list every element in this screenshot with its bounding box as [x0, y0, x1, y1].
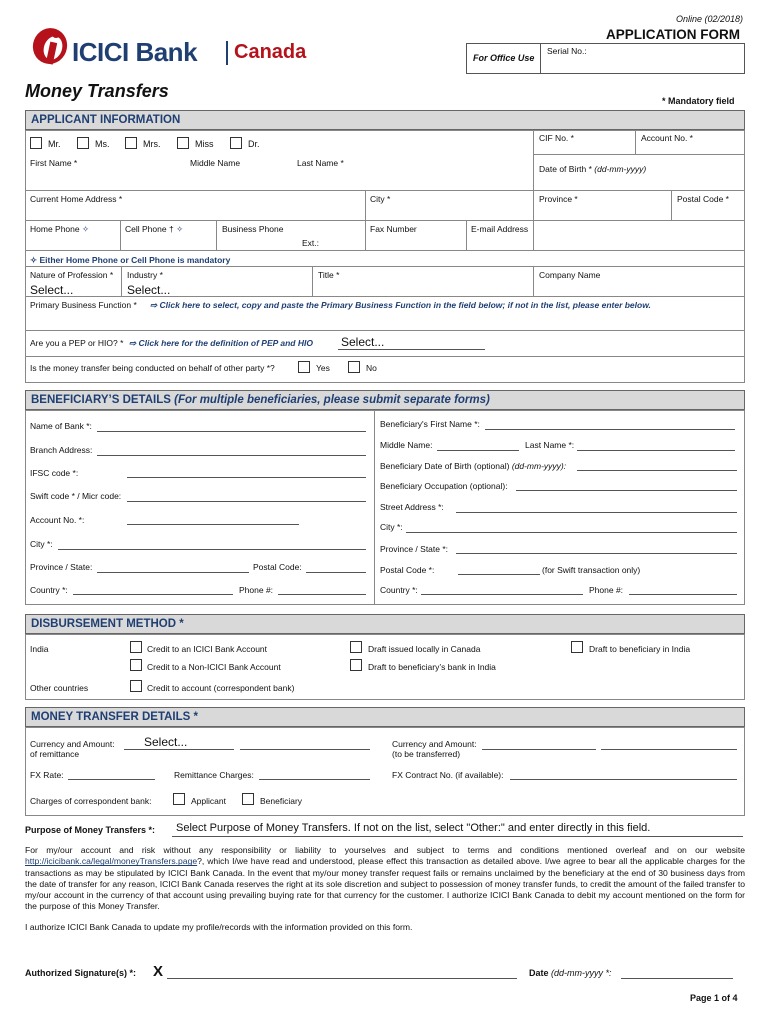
profession-label: Nature of Profession *: [30, 270, 114, 280]
authorize-update: I authorize ICICI Bank Canada to update my profile/records with the information provided on this form.: [25, 922, 413, 932]
industry-label: Industry *: [127, 270, 163, 280]
icici-logo-icon: [28, 24, 74, 72]
arrow-right-icon: ⇨: [150, 300, 158, 310]
cif-label: CIF No. *: [539, 133, 574, 143]
beneficiary-heading: BENEFICIARY’S DETAILS (For multiple beneficiaries, please submit separate forms): [25, 390, 745, 410]
home-address-label: Current Home Address *: [30, 194, 123, 204]
province-state-label: Province / State:: [30, 562, 93, 572]
opt-credit-icici: Credit to an ICICI Bank Account: [147, 644, 268, 654]
checkbox-draft-bank-india[interactable]: [350, 659, 362, 671]
checkbox-draft-ben-india[interactable]: [571, 641, 583, 653]
disbursement-heading: DISBURSEMENT METHOD *: [25, 614, 745, 634]
opt-credit-correspondent: Credit to account (correspondent bank): [147, 683, 295, 693]
phone-star-icon: ✧: [30, 255, 38, 265]
checkbox-applicant[interactable]: [173, 793, 185, 805]
yes-label: Yes: [316, 363, 330, 373]
ifsc-label: IFSC code *:: [30, 468, 79, 478]
checkbox-miss[interactable]: [177, 137, 189, 149]
checkbox-credit-correspondent[interactable]: [130, 680, 142, 692]
postal-code-label: Postal Code:: [253, 562, 302, 572]
ben-occupation-label: Beneficiary Occupation (optional):: [380, 481, 508, 491]
applicant-option: Applicant: [191, 796, 226, 806]
swift-label: Swift code * / Micr code:: [30, 491, 122, 501]
ben-phone-r-label: Phone #:: [589, 585, 624, 595]
beneficiary-option: Beneficiary: [260, 796, 303, 806]
opt-draft-ben-india: Draft to beneficiary in India: [589, 644, 691, 654]
ben-postal-r-label: Postal Code *:: [380, 565, 435, 575]
signature-line[interactable]: [167, 978, 517, 979]
opt-draft-local: Draft issued locally in Canada: [368, 644, 481, 654]
office-use-label: For Office Use: [473, 53, 535, 63]
checkbox-yes[interactable]: [298, 361, 310, 373]
checkbox-beneficiary[interactable]: [242, 793, 254, 805]
ben-first-name-label: Beneficiary's First Name *:: [380, 419, 480, 429]
province-label: Province *: [539, 194, 578, 204]
icici-logo: [28, 24, 328, 74]
no-label: No: [366, 363, 377, 373]
currency-select[interactable]: Select...: [144, 735, 188, 749]
primary-function-link[interactable]: ⇨ Click here to select, copy and paste the Primary Business Function in the field below; if not in the list, please enter below.: [150, 300, 651, 310]
dagger-icon: †: [168, 224, 174, 234]
bank-name-label: Name of Bank *:: [30, 421, 92, 431]
fx-contract-label: FX Contract No. (if available):: [392, 770, 504, 780]
fax-label: Fax Number: [370, 224, 417, 234]
dob-label: Date of Birth * (dd-mm-yyyy): [539, 164, 647, 174]
swift-note: (for Swift transaction only): [542, 565, 641, 575]
online-version: Online (02/2018): [676, 14, 744, 24]
opt-credit-non-icici: Credit to a Non-ICICI Bank Account: [147, 662, 281, 672]
checkbox-no[interactable]: [348, 361, 360, 373]
terms-paragraph: For my/our account and risk without any responsibility or liability to yourselves and subject to terms and conditions mentioned overleaf and on our website http://icicibank.ca/legal/moneyTransfers.page?, which I/we have read and understood, please effect this transaction as detailed above. I/we agree to bear all the applicable charges for the transactions as may be stipulated by ICICI Bank Canada. In the event that my/our money transfer request fails or remains unclaimed by the beneficiary at the end of 30 business days from the date of transfer for any reason, ICICI Bank Canada reserves the right at its sole discretion and subject to possession of money transfer funds, to credit the amount of the failed transfer to my/our account in the currency of that account using prevailing buying rate for that currency for the customer. I authorize ICICI Bank Canada to debit my account mentioned on the form for the purpose of this Money Transfer.: [25, 845, 745, 912]
remit-charges-label: Remittance Charges:: [174, 770, 254, 780]
arrow-right-icon: ⇨: [129, 338, 137, 348]
currency-transfer-label: Currency and Amount: (to be transferred): [392, 739, 477, 759]
account-label: Account No. *:: [30, 515, 85, 525]
first-name-label: First Name *: [30, 158, 78, 168]
business-phone-label: Business Phone: [222, 224, 284, 234]
company-label: Company Name: [539, 270, 601, 280]
corr-charges-label: Charges of correspondent bank:: [30, 796, 152, 806]
checkbox-dr[interactable]: [230, 137, 242, 149]
opt-draft-bank-india: Draft to beneficiary’s bank in India: [368, 662, 496, 672]
checkbox-credit-non-icici[interactable]: [130, 659, 142, 671]
ben-city-label: City *:: [30, 539, 53, 549]
bank-name: ICICI Bank: [72, 37, 198, 67]
phone-note: ✧ Either Home Phone or Cell Phone is mandatory: [30, 255, 231, 265]
pep-link[interactable]: ⇨ Click here for the definition of PEP and HIO: [129, 338, 313, 348]
email-label: E-mail Address: [471, 224, 529, 234]
applicant-heading: APPLICANT INFORMATION: [25, 110, 745, 130]
bank-country: Canada: [234, 41, 307, 63]
terms-link[interactable]: http://icicibank.ca/legal/moneyTransfers.page: [25, 856, 198, 867]
purpose-field[interactable]: Select Purpose of Money Transfers. If not on the list, select "Other:" and enter directly in this field.: [176, 822, 651, 834]
ben-country-r-label: Country *:: [380, 585, 418, 595]
date-label: Date (dd-mm-yyyy *:: [529, 968, 612, 978]
ben-province-r-label: Province / State *:: [380, 544, 449, 554]
postal-label: Postal Code *: [677, 194, 729, 204]
transfer-heading: MONEY TRANSFER DETAILS *: [25, 707, 745, 727]
phone-label: Phone #:: [239, 585, 274, 595]
checkbox-mrs[interactable]: [125, 137, 137, 149]
branch-label: Branch Address:: [30, 445, 93, 455]
checkbox-ms[interactable]: [77, 137, 89, 149]
mandatory-note: * Mandatory field: [662, 96, 735, 106]
middle-name-label: Middle Name: [190, 158, 241, 168]
salutation-mr: Mr.: [48, 139, 61, 149]
ben-city-r-label: City *:: [380, 522, 403, 532]
industry-select[interactable]: Select...: [127, 283, 171, 297]
checkbox-credit-icici[interactable]: [130, 641, 142, 653]
account-no-label: Account No. *: [641, 133, 693, 143]
cell-phone-label: Cell Phone † ✧: [125, 224, 184, 234]
other-countries-label: Other countries: [30, 683, 89, 693]
country-label: Country *:: [30, 585, 68, 595]
form-title: APPLICATION FORM: [606, 27, 740, 42]
checkbox-draft-local[interactable]: [350, 641, 362, 653]
city-label: City *: [370, 194, 391, 204]
serial-no-label: Serial No.:: [547, 46, 587, 56]
ben-street-label: Street Address *:: [380, 502, 444, 512]
phone-star-icon: ✧: [82, 224, 90, 234]
title-label: Title *: [318, 270, 340, 280]
ben-dob-label: Beneficiary Date of Birth (optional) (dd-mm-yyyy):: [380, 461, 567, 471]
ext-label: Ext.:: [302, 238, 320, 248]
salutation-dr: Dr.: [248, 139, 260, 149]
signature-label: Authorized Signature(s) *:: [25, 968, 137, 978]
home-phone-label: Home Phone ✧: [30, 224, 90, 234]
date-line[interactable]: [621, 978, 733, 979]
page-number: Page 1 of 4: [690, 993, 738, 1003]
ben-middle-name-label: Middle Name:: [380, 440, 433, 450]
behalf-question: Is the money transfer being conducted on behalf of other party *?: [30, 363, 275, 373]
india-label: India: [30, 644, 49, 654]
last-name-label: Last Name *: [297, 158, 344, 168]
salutation-ms: Ms.: [95, 139, 110, 149]
salutation-mrs: Mrs.: [143, 139, 161, 149]
signature-x-mark: X: [153, 963, 164, 980]
page-title: Money Transfers: [25, 81, 169, 101]
pep-select[interactable]: Select...: [341, 335, 385, 349]
checkbox-mr[interactable]: [30, 137, 42, 149]
phone-star-icon: ✧: [176, 224, 184, 234]
profession-select[interactable]: Select...: [30, 283, 74, 297]
purpose-label: Purpose of Money Transfers *:: [25, 825, 156, 835]
fx-rate-label: FX Rate:: [30, 770, 64, 780]
ben-last-name-label: Last Name *:: [525, 440, 575, 450]
salutation-miss: Miss: [195, 139, 214, 149]
pep-question: Are you a PEP or HIO? *: [30, 338, 124, 348]
currency-remit-label: Currency and Amount: of remittance: [30, 739, 115, 759]
primary-function-label: Primary Business Function *: [30, 300, 137, 310]
